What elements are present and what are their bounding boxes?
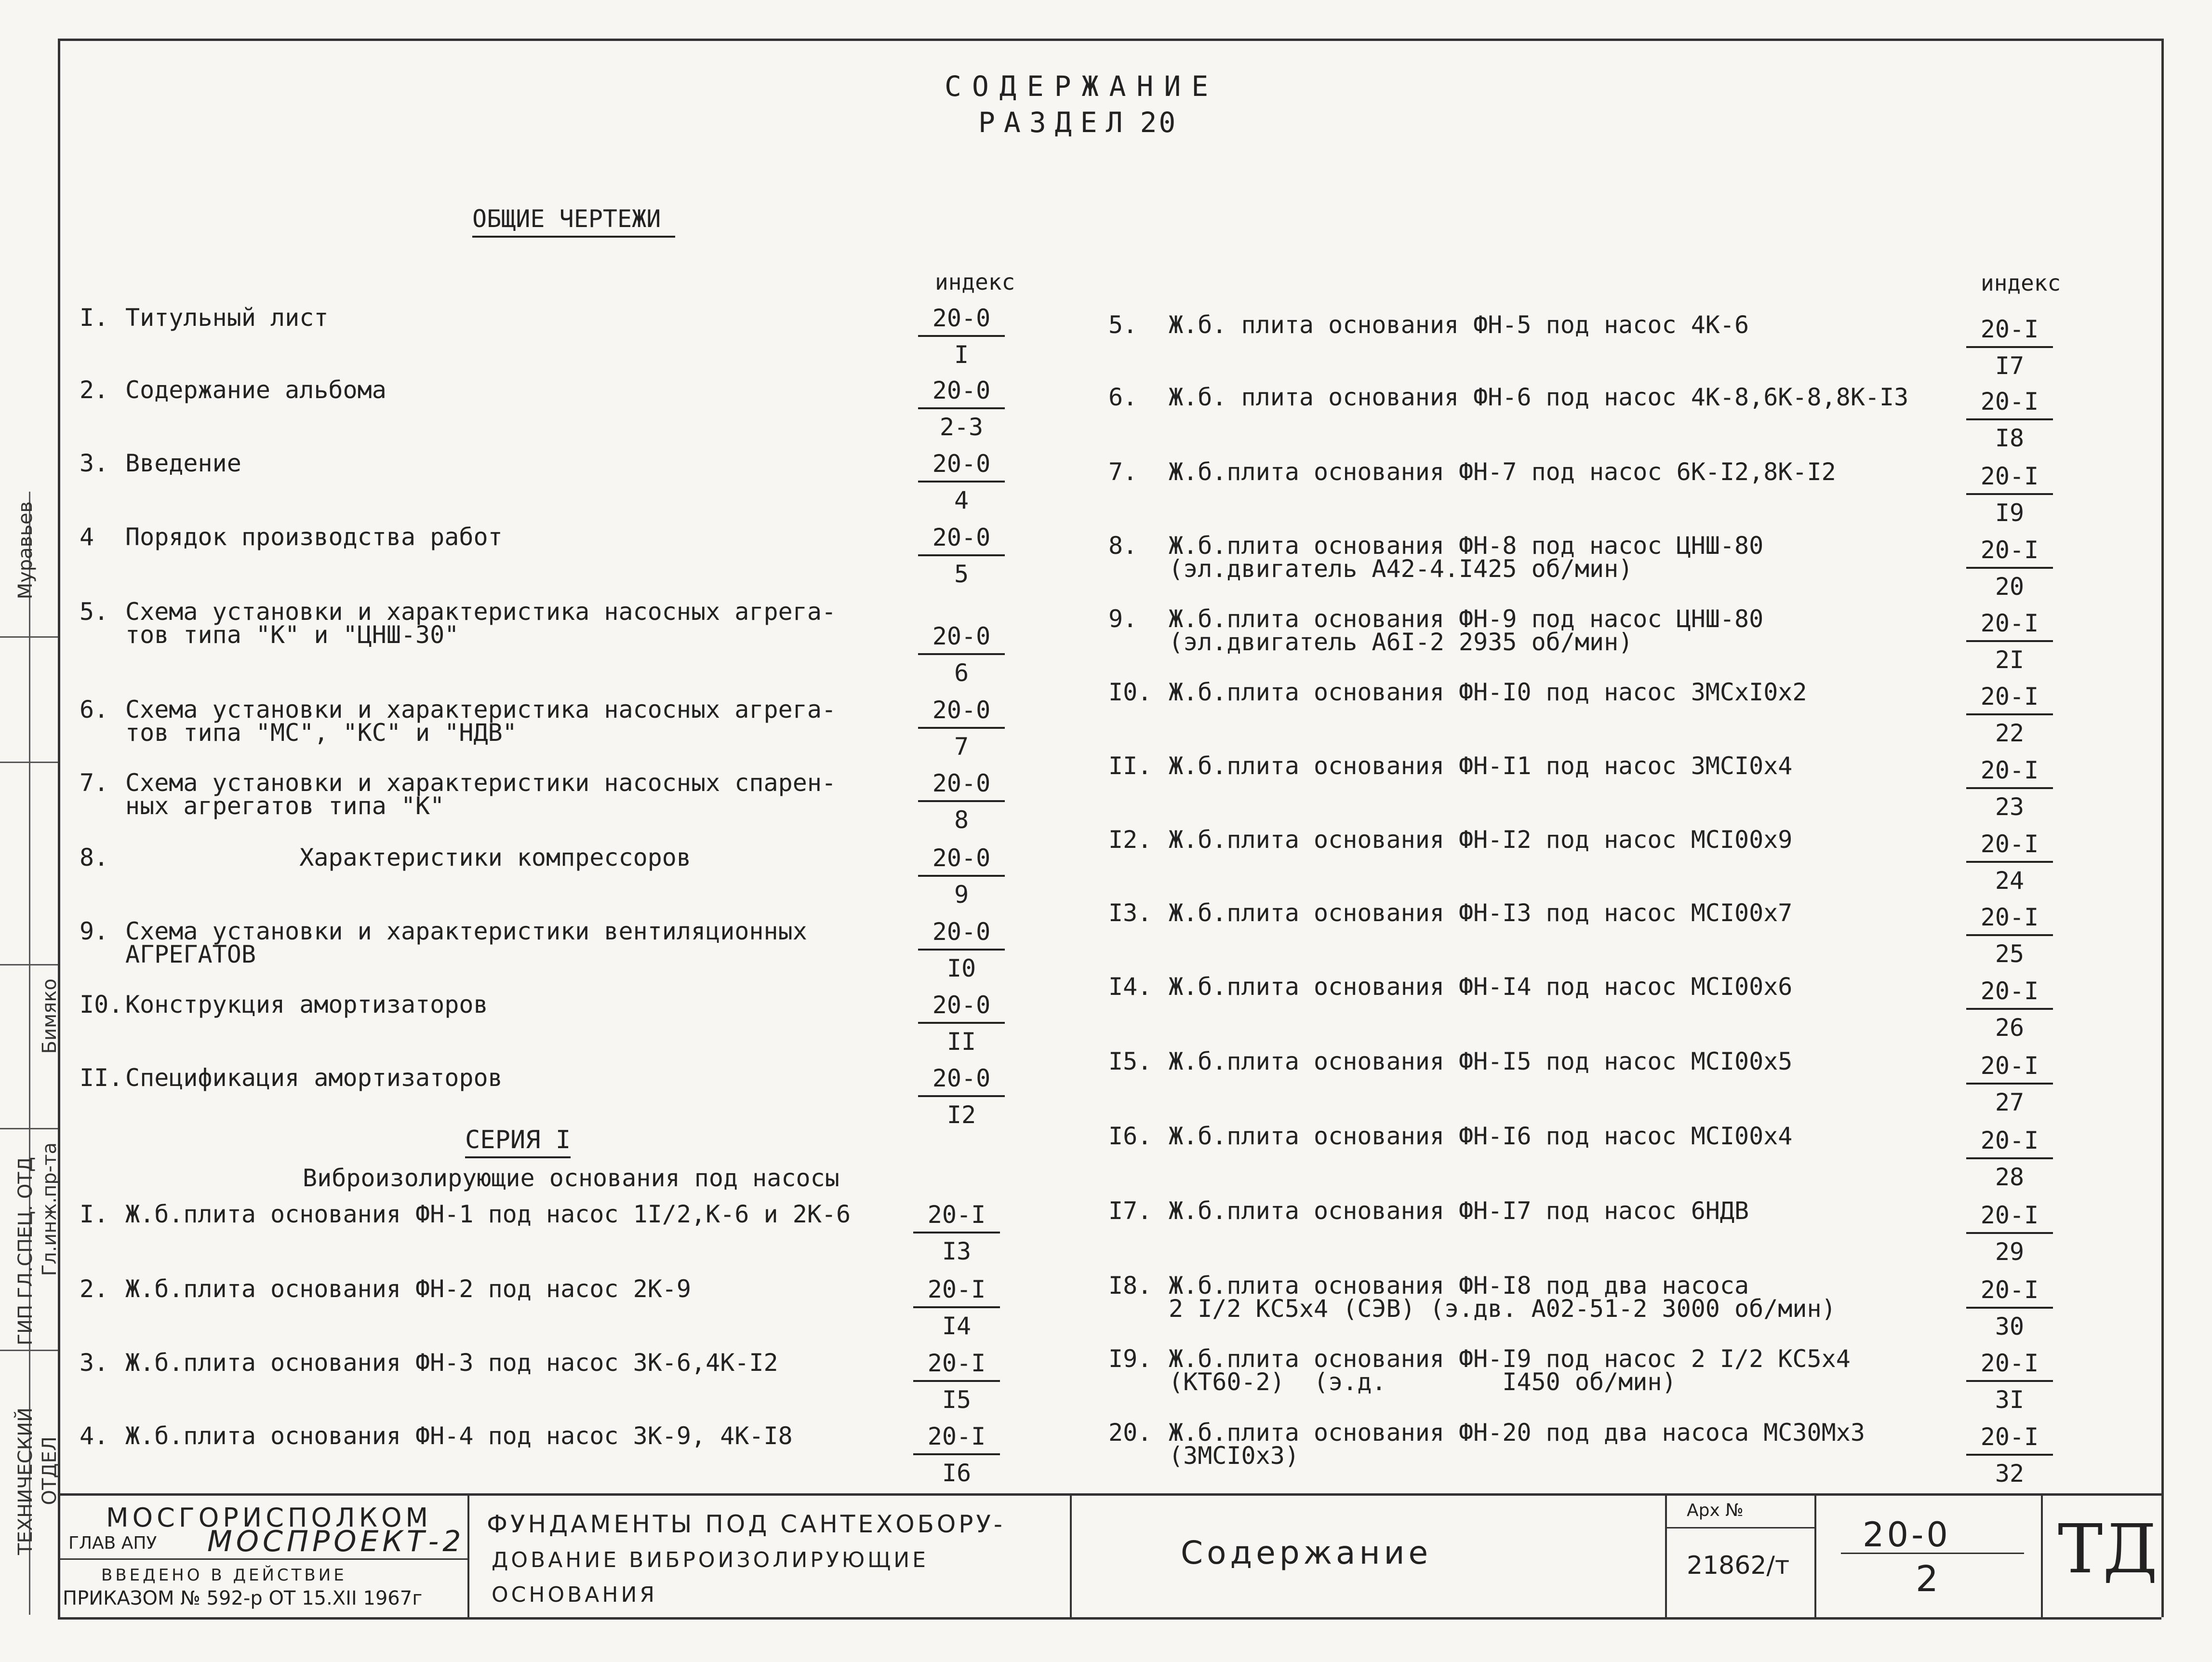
- list-item: [1108, 1197, 1749, 1225]
- item-number: 8.: [80, 844, 109, 871]
- index-code: 20-I: [1966, 1351, 2053, 1382]
- org-department: МОСПРОЕКТ-2: [207, 1525, 465, 1558]
- index-sheet: 6: [954, 659, 969, 687]
- item-text: тов типа "МС", "КС" и "НДВ": [125, 719, 517, 747]
- index-sheet: 30: [1995, 1313, 2025, 1340]
- index-sheet: 29: [1995, 1238, 2025, 1266]
- item-text: Ж.б. плита основания ФН-5 под насос 4К-6: [1169, 311, 1749, 339]
- item-index: [918, 525, 1005, 586]
- title-block: [58, 1493, 2161, 1620]
- item-index: [1966, 905, 2053, 966]
- project-name-line: ФУНДАМЕНТЫ ПОД САНТЕХОБОРУ-: [487, 1510, 1005, 1538]
- item-text: Введение: [125, 449, 241, 477]
- index-code: 20-0: [918, 306, 1005, 337]
- archive-label: Арх №: [1687, 1501, 1744, 1520]
- item-text: (эл.двигатель А6I-2 2935 об/мин): [1169, 628, 1633, 656]
- item-index: [1966, 1425, 2053, 1486]
- index-sheet: 4: [954, 486, 969, 514]
- index-sheet: I8: [1995, 424, 2025, 452]
- list-item: [1108, 1122, 1793, 1150]
- item-number: I0.: [1108, 678, 1152, 706]
- item-index: [1966, 538, 2053, 599]
- list-item: [1108, 973, 1793, 1001]
- stamp-divider: [467, 1496, 469, 1617]
- margin-sign-label: ГИП ГЛ.СПЕЦ. ОТД: [14, 1157, 37, 1346]
- item-text: Схема установки и характеристики вентиляционных: [125, 917, 807, 945]
- section-heading: [978, 106, 1177, 139]
- list-item: [80, 525, 503, 549]
- item-index: [918, 698, 1005, 759]
- strip-divider: [0, 636, 58, 638]
- item-text: Ж.б.плита основания ФН-20 под два насоса МС30Мх3: [1169, 1419, 1865, 1447]
- item-text: Конструкция амортизаторов: [125, 991, 488, 1019]
- index-sheet: 3I: [1995, 1386, 2025, 1414]
- list-item: [80, 991, 488, 1019]
- stamp-divider: [58, 1558, 467, 1560]
- margin-dept-label: ОТДЕЛ: [39, 1436, 61, 1505]
- item-text: Ж.б.плита основания ФН-I5 под насос МСI00х5: [1169, 1047, 1793, 1075]
- index-code: 20-I: [1966, 538, 2053, 569]
- index-code: 20-I: [1966, 1278, 2053, 1309]
- index-sheet: 2-3: [939, 413, 984, 441]
- section-number: 20: [1140, 106, 1178, 139]
- list-item: [1108, 1047, 1793, 1075]
- list-item: [80, 1424, 793, 1448]
- item-number: 4: [80, 523, 94, 551]
- list-item: [1108, 678, 1807, 706]
- item-number: 2.: [80, 1275, 109, 1303]
- item-number: 3.: [80, 449, 109, 477]
- list-item: [1108, 752, 1793, 780]
- item-index: [918, 378, 1005, 439]
- item-text: (3МСI0х3): [1169, 1442, 1299, 1470]
- item-text: Ж.б.плита основания ФН-I2 под насос МСI00х9: [1169, 826, 1793, 854]
- item-index: [918, 624, 1005, 685]
- list-item: [80, 696, 837, 747]
- item-text: Схема установки и характеристика насосных агрега-: [125, 696, 837, 724]
- list-item: [80, 1200, 851, 1228]
- item-index: [1966, 1278, 2053, 1339]
- index-sheet: 27: [1995, 1088, 2025, 1116]
- item-number: 7.: [1108, 458, 1138, 486]
- item-number: I3.: [1108, 899, 1152, 927]
- index-code: 20-0: [918, 624, 1005, 655]
- item-text: Ж.б.плита основания ФН-I7 под насос 6НДВ: [1169, 1197, 1749, 1225]
- item-text: ных агрегатов типа "К": [125, 792, 445, 820]
- item-text: Ж.б.плита основания ФН-I9 под насос 2 I/2 КС5х4: [1169, 1345, 1851, 1373]
- item-text: (эл.двигатель А42-4.I425 об/мин): [1169, 555, 1633, 583]
- item-number: I0.: [80, 991, 123, 1019]
- item-number: 9.: [1108, 605, 1138, 633]
- list-item: [1108, 901, 1792, 925]
- index-code: 20-0: [918, 993, 1005, 1024]
- stamp-divider: [1841, 1553, 2024, 1554]
- index-code: 20-I: [1966, 832, 2053, 863]
- item-index: [913, 1424, 1000, 1485]
- index-sheet: 32: [1995, 1460, 2025, 1488]
- list-item: [80, 846, 691, 869]
- item-text: Схема установки и характеристики насосных спарен-: [125, 769, 837, 797]
- item-text: Спецификация амортизаторов: [125, 1064, 503, 1092]
- document-type: ТД: [2058, 1510, 2158, 1589]
- stamp-divider: [1665, 1496, 1667, 1617]
- index-sheet: I7: [1995, 352, 2025, 380]
- index-code: 20-I: [1966, 464, 2053, 495]
- index-sheet: I: [954, 341, 969, 369]
- list-item: [80, 378, 386, 402]
- index-code: 20-I: [1966, 317, 2053, 348]
- list-item: [80, 1064, 503, 1092]
- org-name: МОСГОРИСПОЛКОМ: [106, 1502, 432, 1533]
- item-number: I8.: [1108, 1272, 1152, 1300]
- index-code: 20-I: [1966, 1128, 2053, 1159]
- item-index: [918, 452, 1005, 512]
- item-text: Ж.б.плита основания ФН-3 под насос 3К-6,4К-I2: [125, 1349, 778, 1377]
- item-text: Ж.б.плита основания ФН-I3 под насос МСI00х7: [1169, 899, 1793, 927]
- list-item: [1108, 607, 1763, 654]
- index-sheet: 22: [1995, 719, 2025, 747]
- index-sheet: I6: [942, 1459, 972, 1487]
- item-text: Ж.б.плита основания ФН-I1 под насос 3МСI0х4: [1169, 752, 1793, 780]
- list-item: [80, 304, 329, 332]
- index-sheet: I5: [942, 1386, 972, 1414]
- item-index: [1966, 979, 2053, 1040]
- index-code: 20-0: [918, 698, 1005, 729]
- item-index: [913, 1203, 1000, 1263]
- stamp-divider: [1070, 1496, 1072, 1617]
- item-index: [1966, 1054, 2053, 1114]
- series-title: СЕРИЯ I: [465, 1126, 571, 1158]
- org-prefix: ГЛАВ АПУ: [68, 1533, 157, 1553]
- item-number: I.: [80, 1200, 109, 1228]
- item-number: 4.: [80, 1422, 109, 1450]
- item-number: 20.: [1108, 1419, 1152, 1447]
- item-index: [1966, 389, 2053, 450]
- list-item: [80, 771, 836, 818]
- index-code: 20-0: [918, 452, 1005, 483]
- margin-dept-label: ТЕХНИЧЕСКИЙ: [14, 1407, 37, 1555]
- document-title: Содержание: [1181, 1534, 1432, 1571]
- index-code: 20-0: [918, 1066, 1005, 1097]
- item-text: тов типа "К" и "ЦНШ-30": [125, 621, 459, 649]
- index-sheet: 5: [954, 560, 969, 588]
- index-sheet: 24: [1995, 867, 2025, 895]
- item-text: Порядок производства работ: [125, 523, 503, 551]
- item-number: 5.: [80, 598, 109, 626]
- index-sheet: 26: [1995, 1014, 2025, 1042]
- order-reference: ПРИКАЗОМ № 592-р ОТ 15.XII 1967г: [63, 1587, 423, 1609]
- stamp-divider: [1665, 1527, 1814, 1528]
- index-code: 20-I: [1966, 684, 2053, 715]
- index-code: 20-I: [913, 1351, 1000, 1382]
- stamp-divider: [1814, 1496, 1816, 1617]
- item-text: Ж.б.плита основания ФН-4 под насос 3К-9, 4К-I8: [125, 1422, 793, 1450]
- index-sheet: I4: [942, 1312, 972, 1340]
- list-item: [80, 917, 807, 968]
- item-number: 9.: [80, 917, 109, 945]
- item-index: [1966, 317, 2053, 378]
- index-code: 20-I: [1966, 1203, 2053, 1234]
- index-sheet: I2: [946, 1101, 976, 1129]
- item-number: I6.: [1108, 1122, 1152, 1150]
- item-text: Схема установки и характеристика насосных агрега-: [125, 598, 837, 626]
- index-code: 20-I: [1966, 1425, 2053, 1456]
- item-index: [918, 846, 1005, 907]
- archive-number: 21862/т: [1687, 1551, 1790, 1580]
- index-sheet: 28: [1995, 1163, 2025, 1191]
- index-code: 20-I: [1966, 611, 2053, 642]
- list-item: [1108, 1419, 1865, 1470]
- index-code: 20-I: [1966, 1054, 2053, 1085]
- item-number: 6.: [1108, 383, 1138, 411]
- item-index: [1966, 684, 2053, 745]
- sheet-number: 2: [1916, 1558, 1939, 1600]
- strip-divider: [0, 1350, 58, 1351]
- item-text: Характеристики компрессоров: [125, 844, 691, 871]
- strip-divider: [0, 964, 58, 965]
- item-number: II.: [80, 1064, 123, 1092]
- margin-signature-strip: [0, 492, 60, 1615]
- index-code: 20-I: [1966, 389, 2053, 420]
- item-number: 2.: [80, 376, 109, 404]
- item-text: Содержание альбома: [125, 376, 386, 404]
- index-code: 20-I: [1966, 979, 2053, 1010]
- item-number: 3.: [80, 1349, 109, 1377]
- index-sheet: 9: [954, 881, 969, 909]
- item-index: [918, 771, 1005, 832]
- strip-divider: [0, 762, 58, 763]
- item-index: [918, 920, 1005, 980]
- index-code: 20-I: [913, 1424, 1000, 1455]
- item-text: Ж.б.плита основания ФН-9 под насос ЦНШ-80: [1169, 605, 1764, 633]
- item-index: [1966, 1351, 2053, 1412]
- item-number: 8.: [1108, 532, 1138, 560]
- item-index: [1966, 832, 2053, 893]
- item-index: [918, 306, 1005, 367]
- item-text: Ж.б.плита основания ФН-8 под насос ЦНШ-80: [1169, 532, 1764, 560]
- item-number: I.: [80, 304, 109, 332]
- index-code: 20-I: [913, 1277, 1000, 1308]
- sheet-code: 20-0: [1863, 1515, 1951, 1555]
- index-sheet: 2I: [1995, 646, 2025, 674]
- page-title: СОДЕРЖАНИЕ: [945, 70, 1219, 103]
- margin-name: Муравьев: [14, 501, 37, 600]
- item-index: [913, 1277, 1000, 1338]
- index-column-header: индекс: [935, 269, 1015, 295]
- item-text: Титульный лист: [125, 304, 329, 332]
- item-index: [1966, 464, 2053, 525]
- item-text: (КТ60-2) (э.д. I450 об/мин): [1169, 1368, 1677, 1396]
- index-code: 20-0: [918, 920, 1005, 951]
- series-subtitle: Виброизолирующие основания под насосы: [303, 1164, 839, 1192]
- item-index: [918, 1066, 1005, 1127]
- item-text: Ж.б.плита основания ФН-1 под насос 1I/2,К-6 и 2К-6: [125, 1200, 851, 1228]
- index-sheet: II: [946, 1028, 976, 1056]
- list-item: [1108, 458, 1836, 486]
- section-label: РАЗДЕЛ: [978, 106, 1132, 139]
- index-code: 20-I: [1966, 905, 2053, 936]
- index-code: 20-0: [918, 846, 1005, 877]
- item-text: АГРЕГАТОВ: [125, 940, 256, 968]
- introduced-label: ВВЕДЕНО В ДЕЙСТВИЕ: [101, 1566, 347, 1585]
- list-item: [1108, 311, 1749, 339]
- item-number: II.: [1108, 752, 1152, 780]
- item-index: [1966, 758, 2053, 819]
- index-code: 20-0: [918, 771, 1005, 802]
- item-text: Ж.б.плита основания ФН-7 под насос 6К-I2,8К-I2: [1169, 458, 1836, 486]
- item-number: 5.: [1108, 311, 1138, 339]
- item-number: 6.: [80, 696, 109, 724]
- index-sheet: 8: [954, 806, 969, 834]
- item-text: Ж.б.плита основания ФН-I8 под два насоса: [1169, 1272, 1749, 1300]
- index-sheet: 23: [1995, 793, 2025, 821]
- list-item: [1108, 532, 1764, 583]
- index-sheet: 25: [1995, 940, 2025, 968]
- margin-name: Бимяко: [39, 978, 61, 1054]
- general-drawings-heading: ОБЩИЕ ЧЕРТЕЖИ: [472, 205, 675, 238]
- stamp-divider: [2041, 1496, 2043, 1617]
- item-number: I7.: [1108, 1197, 1152, 1225]
- item-text: Ж.б.плита основания ФН-I0 под насос 3МСхI0х2: [1169, 678, 1807, 706]
- index-code: 20-I: [913, 1203, 1000, 1233]
- margin-sign-label: Гл.инж.пр-та: [39, 1142, 61, 1276]
- item-number: 7.: [80, 769, 109, 797]
- item-text: Ж.б.плита основания ФН-I6 под насос МСI00х4: [1169, 1122, 1793, 1150]
- list-item: [80, 449, 241, 477]
- item-number: I4.: [1108, 973, 1152, 1001]
- item-number: I5.: [1108, 1047, 1152, 1075]
- strip-divider: [0, 1128, 58, 1129]
- item-index: [913, 1351, 1000, 1412]
- item-number: I2.: [1108, 826, 1152, 854]
- project-name-line: ДОВАНИЕ ВИБРОИЗОЛИРУЮЩИЕ: [492, 1548, 929, 1572]
- index-code: 20-0: [918, 525, 1005, 556]
- list-item: [1108, 1347, 1851, 1394]
- project-name-line: ОСНОВАНИЯ: [492, 1582, 657, 1607]
- list-item: [1108, 826, 1793, 854]
- index-sheet: 7: [954, 733, 969, 761]
- list-item: [80, 598, 837, 649]
- item-index: [1966, 1203, 2053, 1264]
- list-item: [1108, 383, 1909, 411]
- list-item: [80, 1349, 778, 1377]
- item-index: [918, 993, 1005, 1054]
- item-index: [1966, 611, 2053, 672]
- item-text: Ж.б. плита основания ФН-6 под насос 4К-8,6К-8,8К-I3: [1169, 383, 1909, 411]
- index-code: 20-I: [1966, 758, 2053, 789]
- item-text: 2 I/2 КС5х4 (СЭВ) (э.дв. А02-51-2 3000 об/мин): [1169, 1295, 1836, 1323]
- item-index: [1966, 1128, 2053, 1189]
- index-column-header: индекс: [1981, 270, 2061, 296]
- item-number: I9.: [1108, 1345, 1152, 1373]
- list-item: [1108, 1272, 1836, 1323]
- list-item: [80, 1275, 691, 1303]
- index-code: 20-0: [918, 378, 1005, 409]
- index-sheet: I0: [946, 954, 976, 982]
- index-sheet: I9: [1995, 499, 2025, 527]
- item-text: Ж.б.плита основания ФН-2 под насос 2К-9: [125, 1275, 691, 1303]
- item-text: Ж.б.плита основания ФН-I4 под насос МСI00х6: [1169, 973, 1793, 1001]
- index-sheet: I3: [942, 1237, 972, 1265]
- index-sheet: 20: [1995, 573, 2025, 601]
